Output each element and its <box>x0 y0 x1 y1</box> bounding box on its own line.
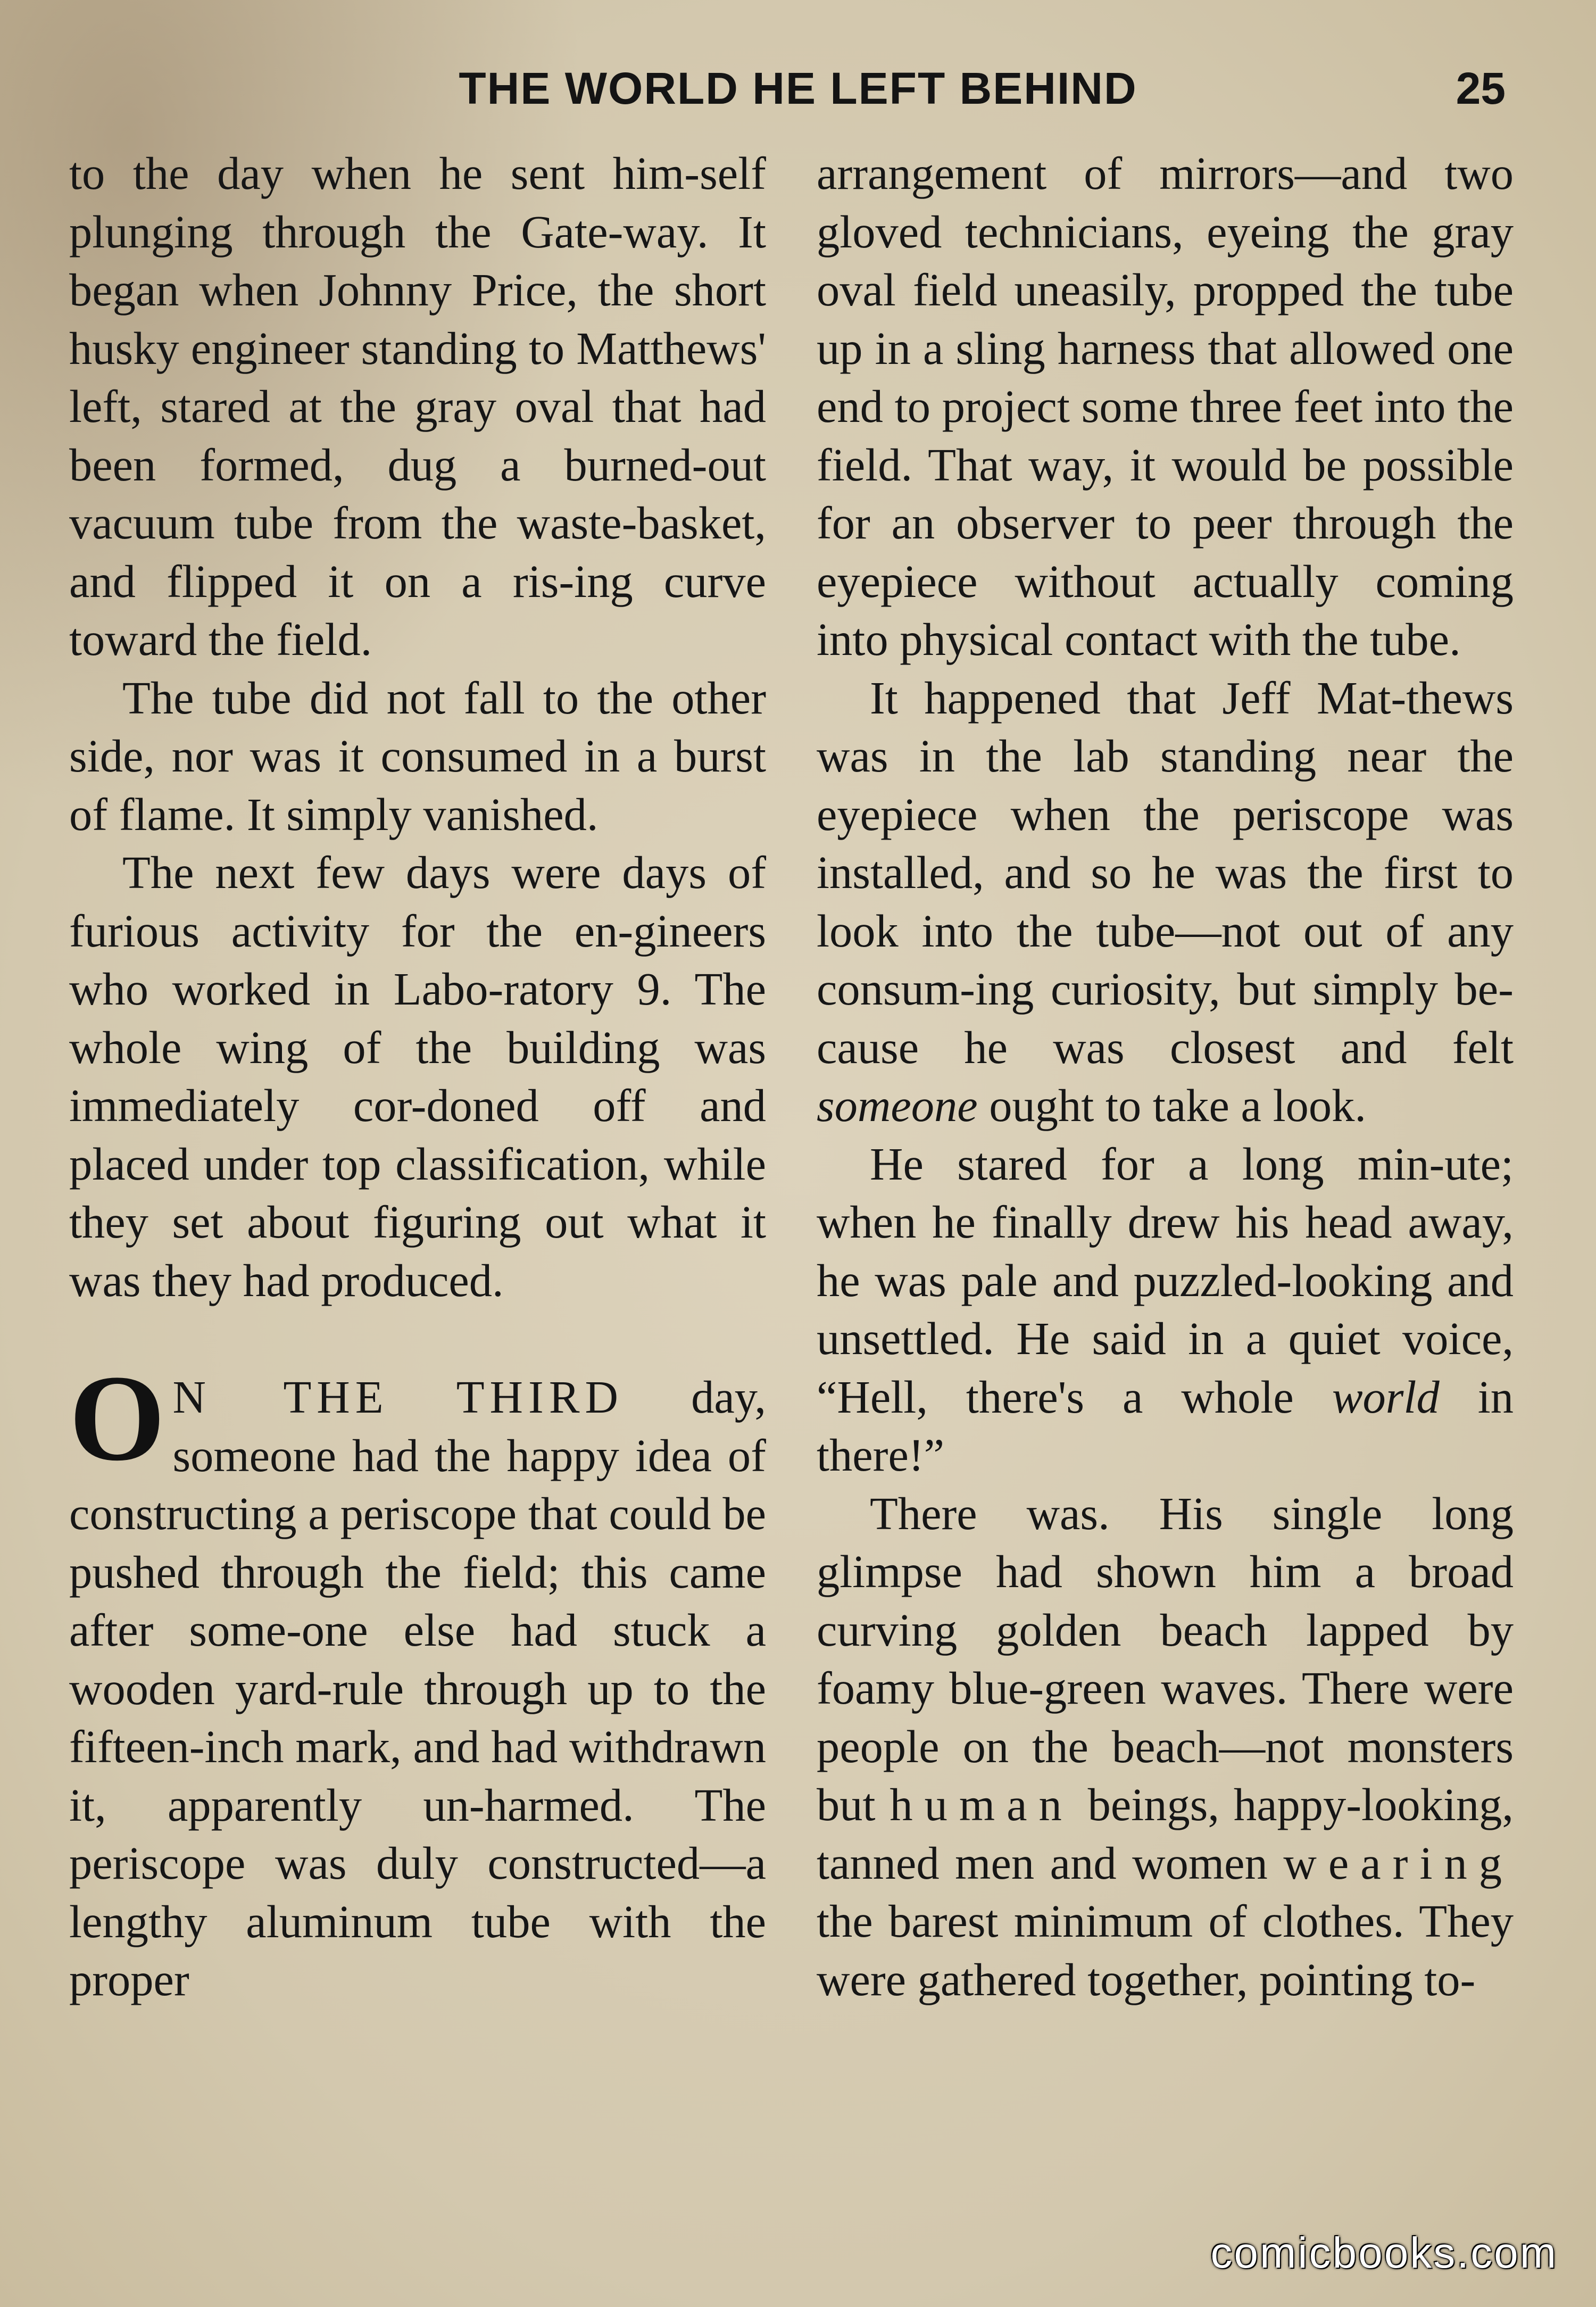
small-caps-text: THIRD <box>456 1372 624 1423</box>
running-title: THE WORLD HE LEFT BEHIND <box>459 63 1137 113</box>
paragraph <box>817 1135 1514 1485</box>
paragraph-text: in there!” <box>817 1371 1514 1481</box>
right-column <box>817 145 1514 2009</box>
paragraph-text: beings, happy-looking, tanned men and women <box>817 1779 1514 1889</box>
watermark: comicbooks.com <box>1210 2229 1558 2277</box>
paragraph: The tube did not fall to the other side, nor was it consumed in a burst of flame. It simply vanished. <box>69 672 766 840</box>
paragraph-text: the barest minimum of clothes. They were gathered together, pointing to- <box>817 1896 1514 2005</box>
paragraph-text: It happened that Jeff Mat-thews was in the lab standing near the eyepiece when the periscope was installed, and so he was the first to look into the tube—not out of any consum-ing curiosity, but simply be-cause he was closest and felt <box>817 672 1514 1073</box>
page-number: 25 <box>1456 63 1506 113</box>
paragraph-text: He stared for a long min-ute; when he finally drew his head away, he was pale and puzzled-looking and unsettled. He said in a quiet voice, “Hell, there's a whole <box>817 1138 1514 1423</box>
page-header <box>0 63 1596 121</box>
paragraph: to the day when he sent him-self plunging through the Gate-way. It began when Johnny Price, the short husky engineer standing to Matthews' left, stared at the gray oval that had been formed, dug a burned-out vacuum tube from the waste-basket, and flipped it on a ris-ing curve toward the field. <box>69 148 766 665</box>
italic-text: world <box>1332 1371 1440 1423</box>
paragraph-text: day, someone had the happy idea of constructing a periscope that could be pushed through the field; this came after some-one else had stuck a wooden yard-rule through up to the fifteen-inch mark, and had withdrawn it, apparently un-harmed. The periscope was duly constructed—a lengthy aluminum tube with the proper <box>69 1372 766 2005</box>
left-column <box>69 145 766 2010</box>
paragraph-text: There was. His single long glimpse had shown him a broad curving golden beach lapped by foamy blue-green waves. There were people on the beach—not monsters but <box>817 1488 1514 1830</box>
paragraph <box>817 669 1514 1135</box>
small-caps-text: N THE <box>172 1372 389 1423</box>
paragraph-text: ought to take a look. <box>977 1080 1366 1131</box>
section-opening-paragraph <box>69 1350 766 2010</box>
drop-cap: O <box>69 1350 165 1487</box>
paragraph <box>817 1485 1514 2010</box>
letterspaced-text: human <box>890 1779 1074 1830</box>
paragraph: The next few days were days of furious activity for the en-gineers who worked in Labo-ratory 9. The whole wing of the building was immediately cor-doned off and placed under top classification, while they set about figuring out what it was they had produced. <box>69 847 766 1306</box>
italic-text: someone <box>817 1080 978 1131</box>
letterspaced-text: wearing <box>1283 1837 1514 1889</box>
paragraph: arrangement of mirrors—and two gloved technicians, eyeing the gray oval field uneasily, propped the tube up in a sling harness that allowed one end to project some three feet into the field. That way, it would be possible for an observer to peer through the eyepiece without actually coming into physical contact with the tube. <box>817 148 1514 665</box>
